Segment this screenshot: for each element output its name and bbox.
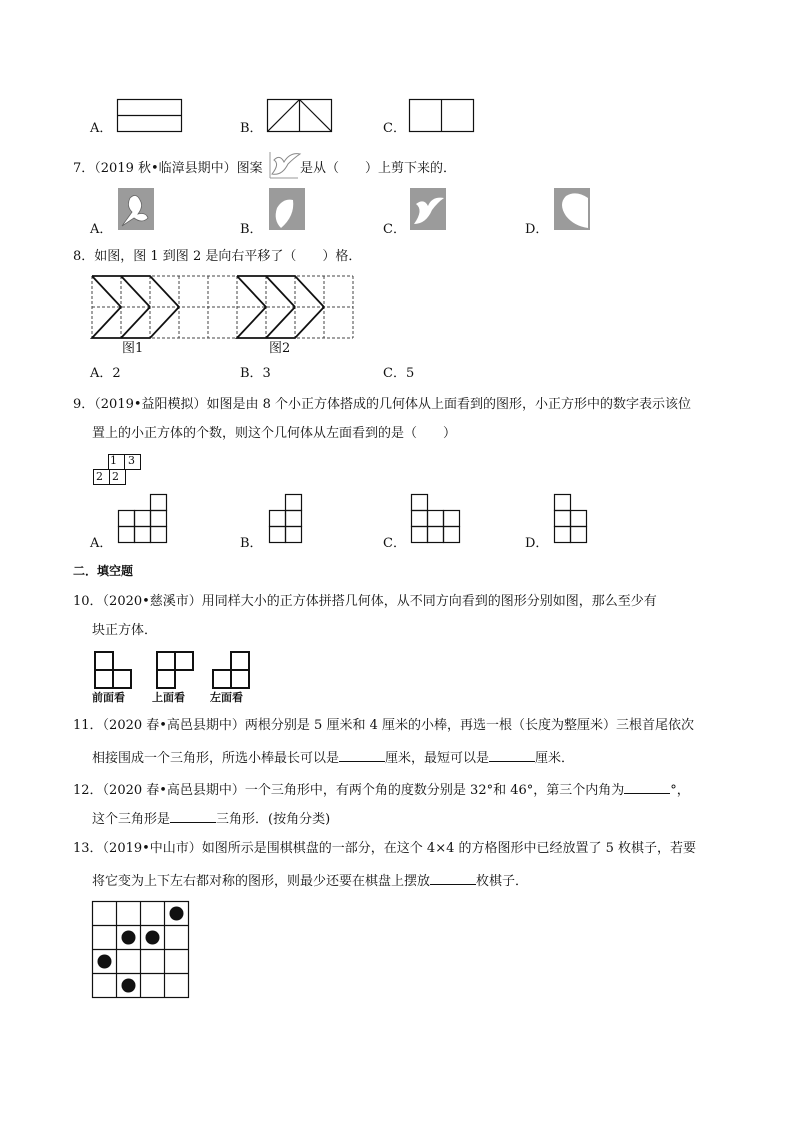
q12-answer-blank-type[interactable] [170,808,216,823]
q11-line2-part3: 厘米． [535,751,575,766]
q9-cell-number: 2 [112,470,119,483]
q7-figure-b [269,188,305,230]
q9-option-b-label: B． [240,536,263,551]
q11-answer-blank-max[interactable] [339,747,385,762]
q12-line1-part1: 12．（2020 春•高邑县期中）一个三角形中，有两个角的度数分别是 32°和 46°，第三个内角为 [73,783,625,798]
q6-option-c-label: C． [383,121,406,136]
q7-cutout-pattern-figure [268,150,302,180]
q6-figure-c [409,99,475,133]
go-stone [98,955,112,969]
q8-grid-figure [92,276,354,340]
section-title-fill-blank: 二．填空题 [73,564,134,578]
q13-answer-blank[interactable] [430,870,476,885]
q8-question: 8．如图，图 1 到图 2 是向右平移了（ ）格． [73,249,362,264]
q7-option-b-label: B． [240,222,263,237]
go-stone [170,907,184,921]
q9-figure-a [118,494,168,544]
q10-left-view [212,651,252,689]
q8-fig1-label: 图1 [122,341,144,356]
q8-option-c: C．5 [383,366,415,381]
q10-line1: 10．（2020•慈溪市）用同样大小的正方体拼搭几何体，从不同方向看到的图形分别如图，那么至少有 [73,594,657,609]
q11-line2 [92,747,574,768]
q12-line2 [92,808,330,829]
q8-option-a: A．2 [90,366,121,381]
q9-figure-d [554,494,588,544]
q10-front-view [94,651,134,689]
q12-line2-part2: 三角形．(按角分类) [216,812,331,827]
q10-line2: 块正方体． [92,623,158,638]
q7-option-d-label: D． [525,222,549,237]
go-stone [122,931,136,945]
q7-figure-c [410,188,446,230]
q12-line1-part2: °， [670,783,690,798]
q9-cell-number: 1 [110,454,117,467]
q13-line1: 13．（2019•中山市）如图所示是围棋棋盘的一部分，在这个 4×4 的方格图形中已经放置了 5 枚棋子，若要 [73,841,697,856]
go-stone [122,979,136,993]
q6-option-a-label: A． [90,121,113,136]
q8-fig2-label: 图2 [269,341,291,356]
q9-line2: 置上的小正方体的个数，则这个几何体从左面看到的是（ ） [92,426,457,441]
q9-option-d-label: D． [525,536,549,551]
q7-figure-d [554,188,590,230]
q8-shape-fig2 [237,276,324,338]
q11-line1: 11．（2020 春•高邑县期中）两根分别是 5 厘米和 4 厘米的小棒，再选一根（长度为整厘米）三根首尾依次 [73,718,694,733]
q12-line1 [73,779,690,800]
q6-option-b-label: B． [240,121,263,136]
q10-label-front: 前面看 [92,691,125,704]
q11-line2-part2: 厘米，最短可以是 [385,751,490,766]
q8-shape-fig1 [92,276,179,338]
q7-figure-a [118,188,154,230]
q6-figure-a [117,99,183,133]
q10-label-top: 上面看 [152,691,185,704]
q7-option-c-label: C． [383,222,406,237]
q9-option-c-label: C． [383,536,406,551]
q11-answer-blank-min[interactable] [489,747,535,762]
q9-figure-b [269,494,303,544]
q13-line2 [92,870,528,891]
q13-line2-part1: 将它变为上下左右都对称的图形，则最少还要在棋盘上摆放 [92,874,431,889]
q12-line2-part1: 这个三角形是 [92,812,171,827]
q8-option-b: B．3 [240,366,271,381]
q7-suffix: 是从（ ）上剪下来的． [300,161,457,176]
q11-line2-part1: 相接围成一个三角形，所选小棒最长可以是 [92,751,340,766]
go-stone [146,931,160,945]
q7-option-a-label: A． [90,222,113,237]
q9-line1: 9．（2019•益阳模拟）如图是由 8 个小正方体搭成的几何体从上面看到的图形，小正方形中的数字表示该位 [73,397,692,412]
q13-go-board-figure [92,901,190,999]
q9-cell-number: 3 [128,454,135,467]
q12-answer-blank-angle[interactable] [624,779,670,794]
q9-figure-c [411,494,461,544]
q13-line2-part2: 枚棋子． [476,874,529,889]
q9-cell-number: 2 [96,470,103,483]
q10-top-view [156,651,196,689]
q10-label-left: 左面看 [210,691,243,704]
q9-option-a-label: A． [90,536,113,551]
q6-figure-b [267,99,333,133]
q7-prefix: 7．（2019 秋•临漳县期中）图案 [73,161,263,176]
